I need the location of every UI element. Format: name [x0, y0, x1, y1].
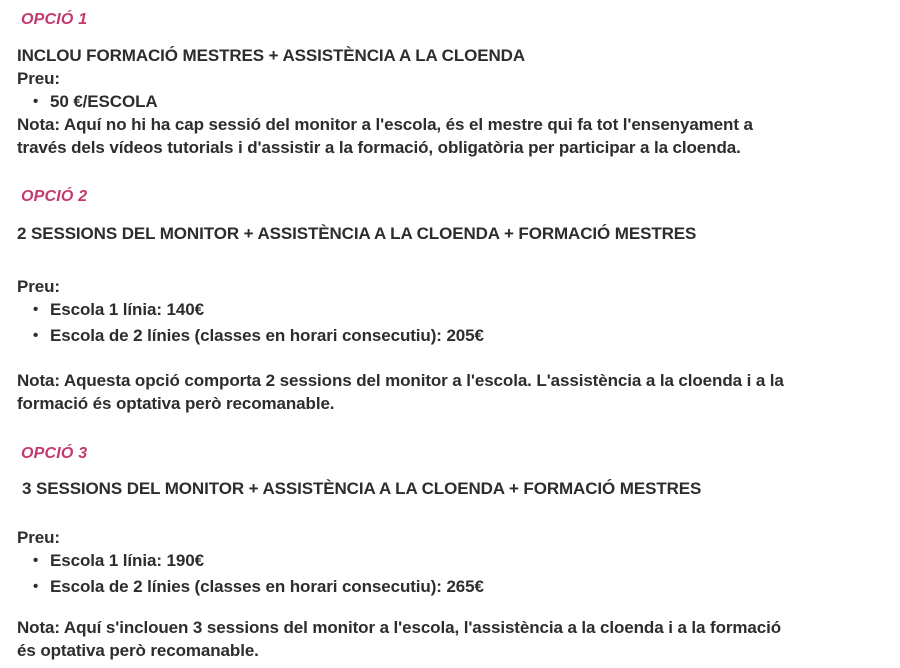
opcio-2-heading: 2 SESSIONS DEL MONITOR + ASSISTÈNCIA A LA CLOENDA + FORMACIÓ MESTRES	[17, 224, 697, 243]
bullet-icon: •	[33, 327, 39, 344]
opcio-3-heading: 3 SESSIONS DEL MONITOR + ASSISTÈNCIA A LA CLOENDA + FORMACIÓ MESTRES	[22, 479, 702, 498]
opcio-1-label: OPCIÓ 1	[21, 11, 88, 28]
list-item	[33, 324, 882, 347]
bullet-icon: •	[33, 578, 39, 595]
list-item-text: Escola de 2 línies (classes en horari consecutiu): 205€	[50, 326, 484, 345]
opcio-1-note	[17, 113, 882, 159]
list-item	[33, 298, 882, 321]
list-item	[33, 90, 882, 113]
list-item	[33, 575, 882, 598]
opcio-3-price-label: Preu:	[17, 528, 60, 547]
note-line: Nota: Aquí no hi ha cap sessió del monitor a l'escola, és el mestre qui fa tot l'ensenyament a	[17, 115, 753, 134]
bullet-icon: •	[33, 93, 39, 110]
bullet-icon: •	[33, 552, 39, 569]
note-line: formació és optativa però recomanable.	[17, 394, 335, 413]
opcio-1-heading: INCLOU FORMACIÓ MESTRES + ASSISTÈNCIA A LA CLOENDA	[17, 46, 526, 65]
opcio-2-label: OPCIÓ 2	[21, 188, 88, 205]
opcio-2-note	[17, 369, 882, 415]
section-opcio-3	[17, 442, 882, 662]
note-line: és optativa però recomanable.	[17, 641, 259, 660]
opcio-1-price-label: Preu:	[17, 69, 60, 88]
opcio-2-price-list	[17, 298, 882, 347]
list-item-text: 50 €/ESCOLA	[50, 92, 158, 111]
section-opcio-2	[17, 185, 882, 415]
note-line: Nota: Aquí s'inclouen 3 sessions del monitor a l'escola, l'assistència a la cloenda i a la formació	[17, 618, 782, 637]
list-item-text: Escola de 2 línies (classes en horari consecutiu): 265€	[50, 577, 484, 596]
list-item-text: Escola 1 línia: 190€	[50, 551, 204, 570]
bullet-icon: •	[33, 301, 39, 318]
list-item-text: Escola 1 línia: 140€	[50, 300, 204, 319]
opcio-3-label: OPCIÓ 3	[21, 445, 88, 462]
list-item	[33, 549, 882, 572]
section-opcio-1	[17, 8, 882, 159]
opcio-2-price-label: Preu:	[17, 277, 60, 296]
opcio-3-price-list	[17, 549, 882, 598]
note-line: Nota: Aquesta opció comporta 2 sessions del monitor a l'escola. L'assistència a la cloenda i a la	[17, 371, 784, 390]
opcio-1-price-list	[17, 90, 882, 113]
note-line: través dels vídeos tutorials i d'assistir a la formació, obligatòria per participar a la cloenda.	[17, 138, 741, 157]
opcio-3-note	[17, 616, 882, 662]
